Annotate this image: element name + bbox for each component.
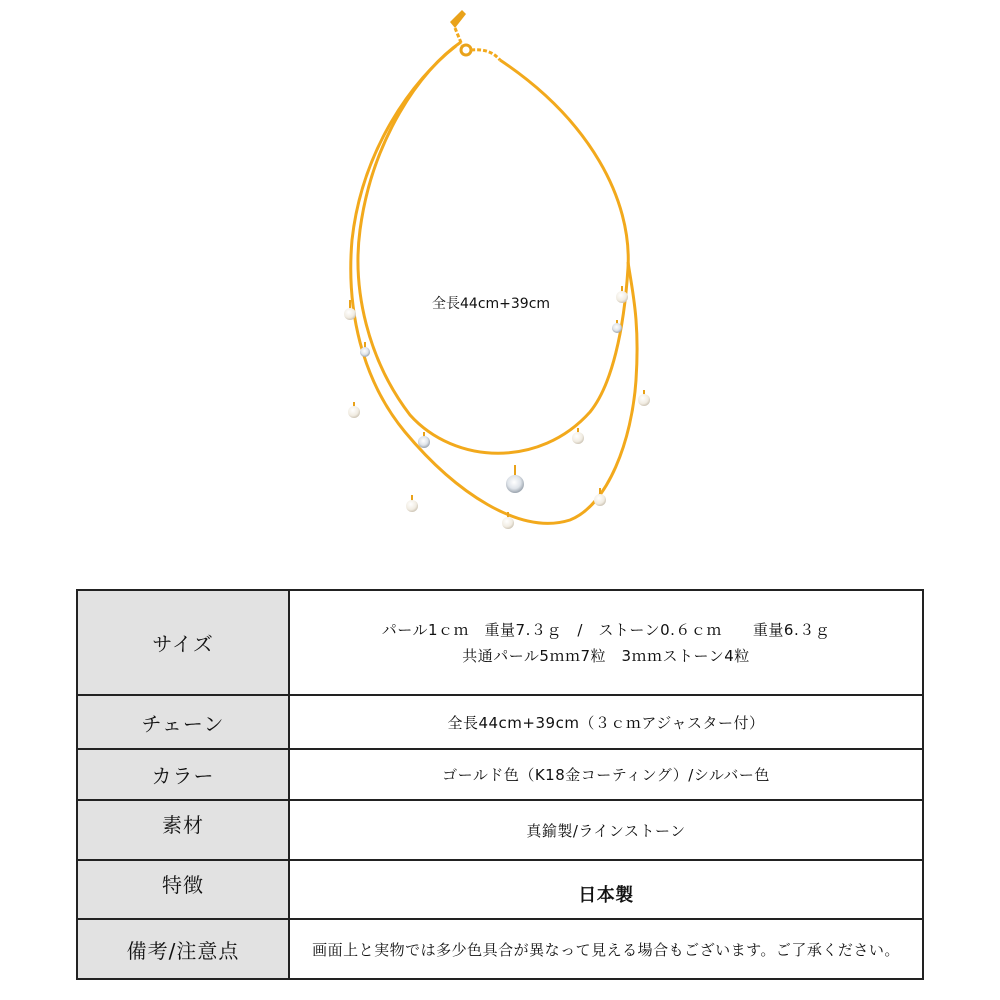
table-row bbox=[77, 590, 923, 695]
row-label-material: 素材 bbox=[77, 800, 289, 860]
row-label-size: サイズ bbox=[77, 590, 289, 695]
size-line-2: 共通パール5ｍｍ7粒 3ｍｍストーン4粒 bbox=[462, 646, 750, 665]
pendant-drops bbox=[344, 286, 650, 529]
size-line-1: パール1ｃｍ 重量7.３ｇ / ストーン0.６ｃｍ 重量6.３ｇ bbox=[381, 620, 831, 639]
row-value-notes: 画面上と実物では多少色具合が異なって見える場合もございます。ご了承ください。 bbox=[289, 919, 923, 979]
table-row bbox=[77, 860, 923, 919]
row-value-color: ゴールド色（K18金コーティング）/シルバー色 bbox=[289, 749, 923, 800]
row-value-material: 真鍮製/ラインストーン bbox=[289, 800, 923, 860]
table-row bbox=[77, 919, 923, 979]
spec-table bbox=[76, 589, 924, 980]
clasp-tag bbox=[450, 10, 466, 28]
adjuster-chain bbox=[455, 28, 500, 60]
feature-value: 日本製 bbox=[578, 884, 634, 906]
row-value-feature bbox=[289, 860, 923, 919]
row-value-size bbox=[289, 590, 923, 695]
length-label: 全長44cm+39cm bbox=[432, 296, 551, 312]
row-label-feature: 特徴 bbox=[77, 860, 289, 919]
row-label-color: カラー bbox=[77, 749, 289, 800]
table-row bbox=[77, 695, 923, 749]
table-row bbox=[77, 749, 923, 800]
chain-strand-outer-1 bbox=[358, 42, 628, 453]
row-label-chain: チェーン bbox=[77, 695, 289, 749]
row-value-chain: 全長44cm+39cm（３ｃｍアジャスター付） bbox=[289, 695, 923, 749]
row-label-notes: 備考/注意点 bbox=[77, 919, 289, 979]
table-row bbox=[77, 800, 923, 860]
clasp-ring bbox=[461, 45, 471, 55]
